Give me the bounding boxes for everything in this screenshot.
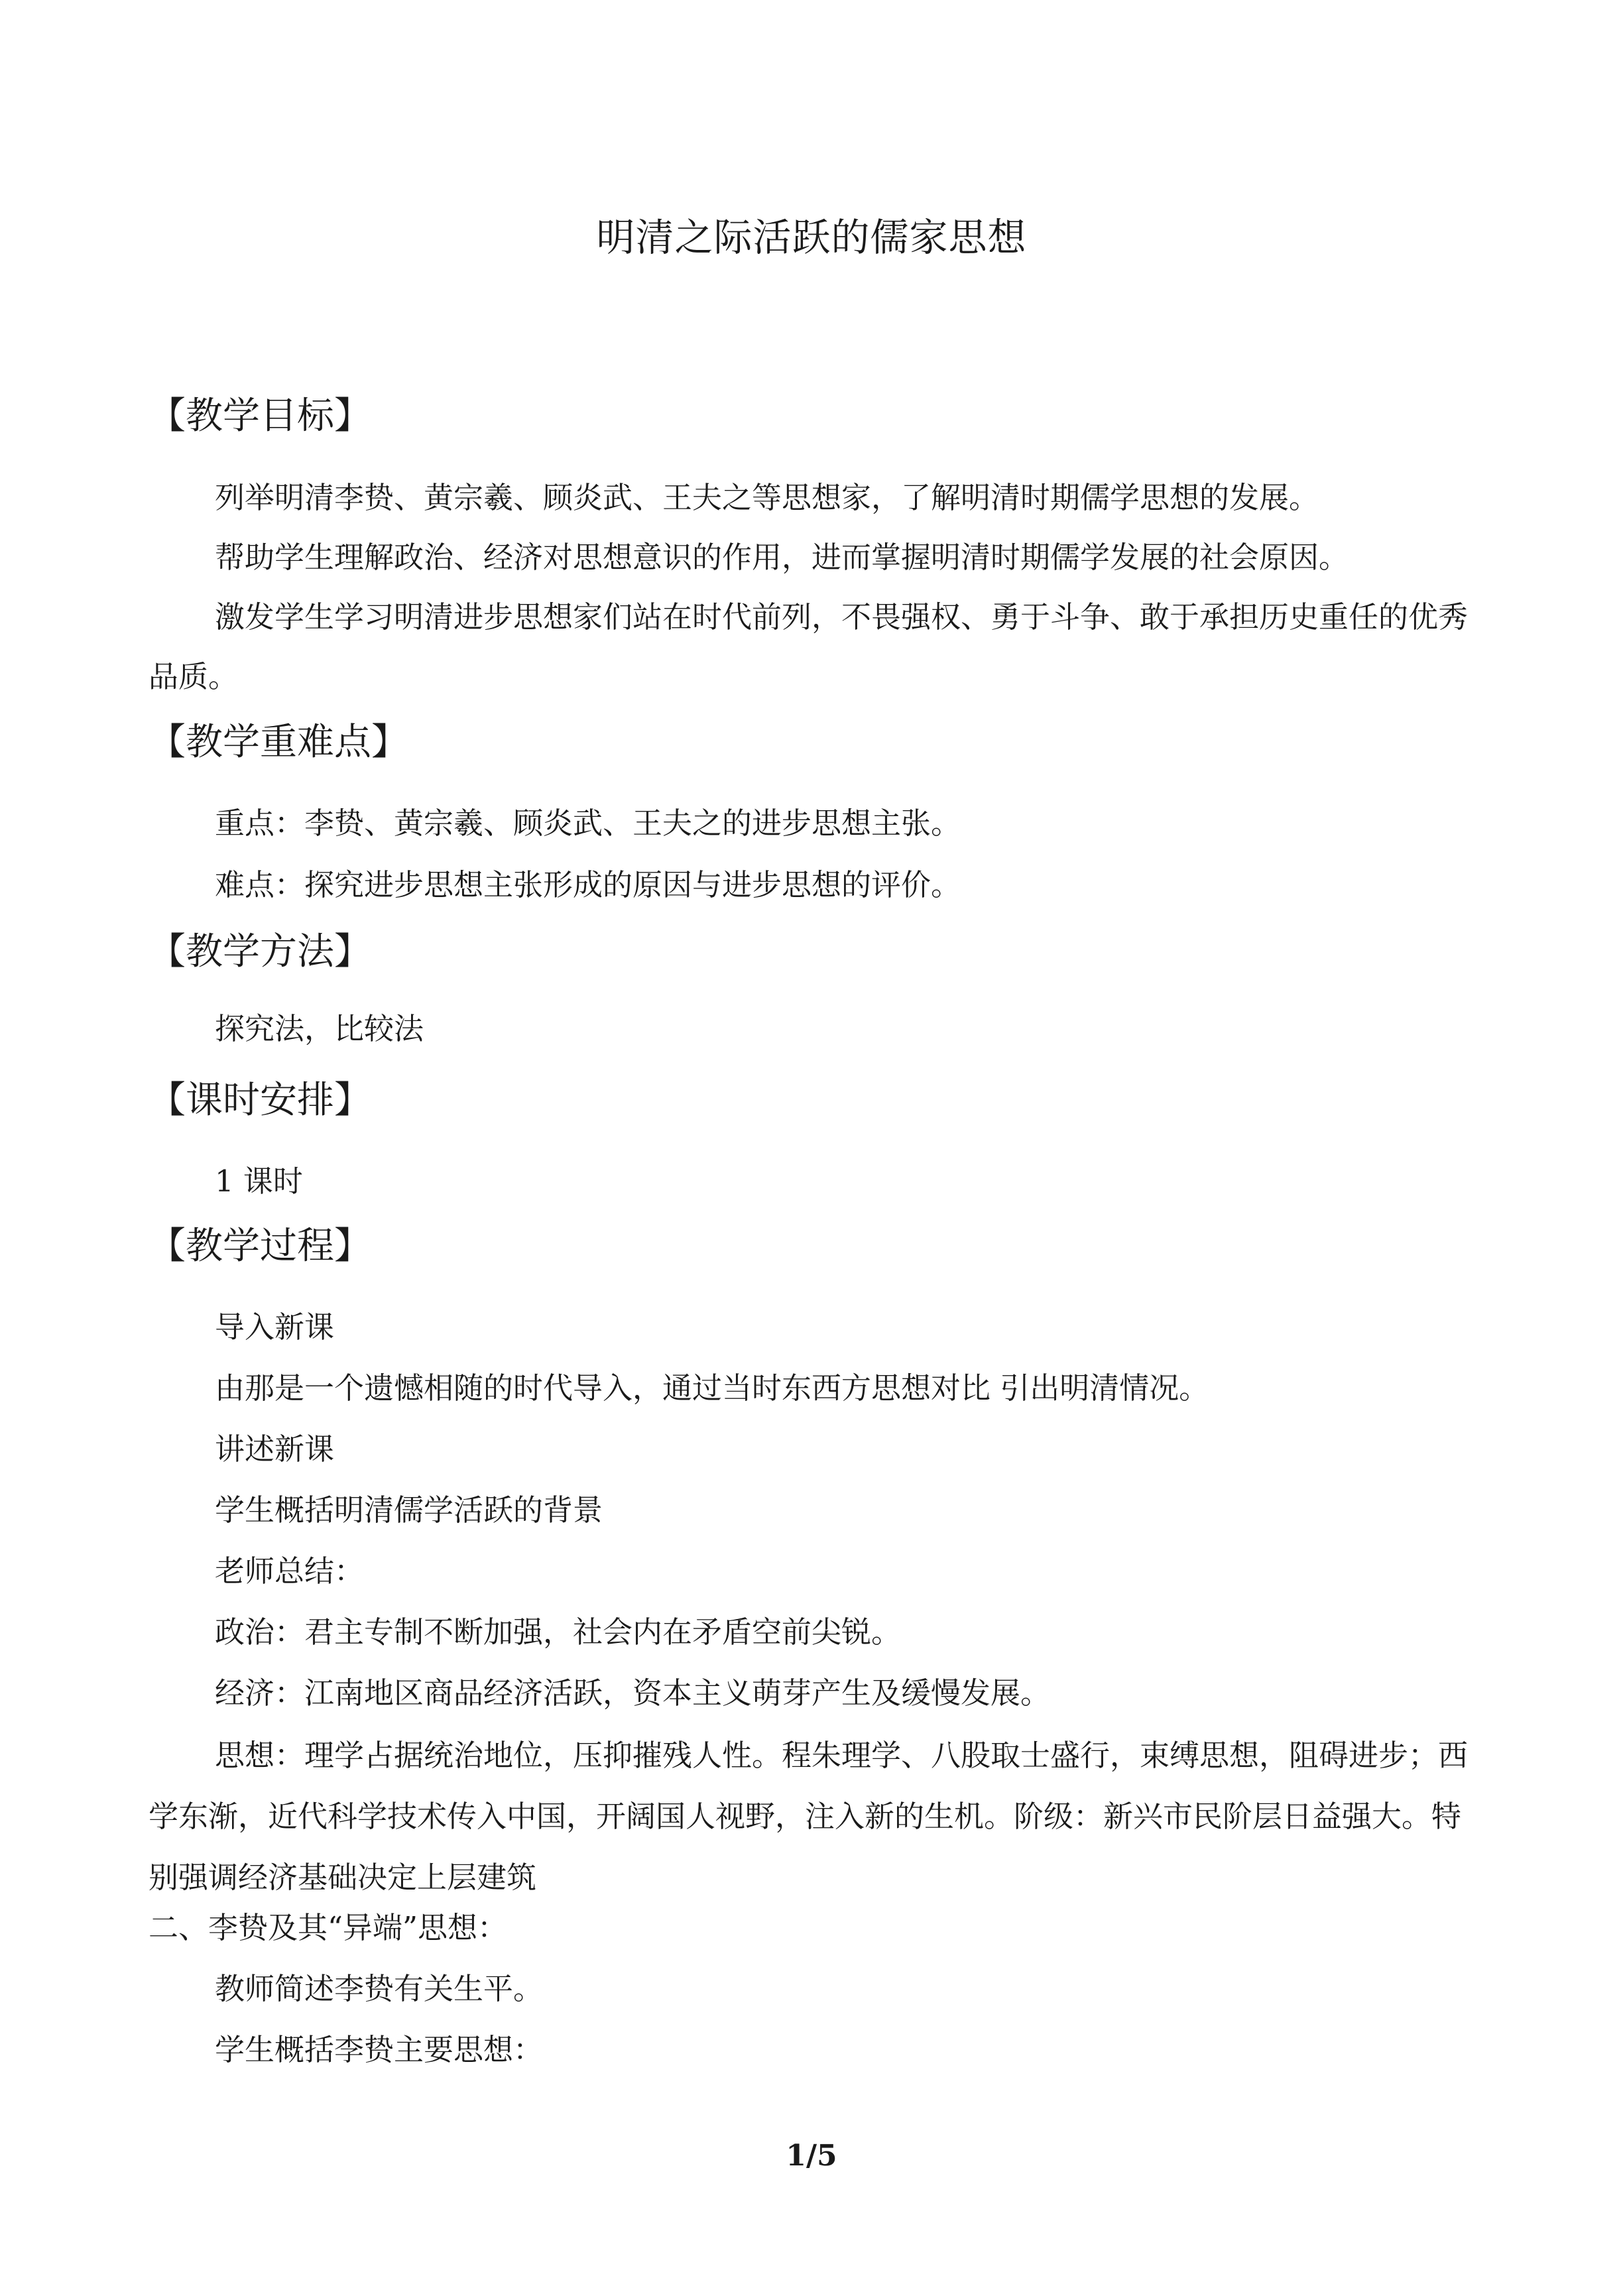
key-point-line: 重点：李贽、黄宗羲、顾炎武、王夫之的进步思想主张。 [215,806,961,841]
objective-paragraph-3: 激发学生学习明清进步思想家们站在时代前列，不畏强权、勇于斗争、敢于承担历史重任的优秀品质。 [149,599,1469,694]
process-paragraph-thought: 思想：理学占据统治地位，压抑摧残人性。程朱理学、八股取士盛行，束缚思想，阻碍进步；西学东渐，近代科学技术传入中国，开阔国人视野，注入新的生机。阶级：新兴市民阶层日益强大。特别强调经济基础决定上层建筑 [149,1738,1469,1895]
process-section-two-heading: 二、李贽及其“异端”思想： [149,1910,508,1945]
process-line-new-lesson: 讲述新课 [215,1431,335,1467]
process-line-intro-title: 导入新课 [215,1309,335,1345]
objective-paragraph-1: 列举明清李贽、黄宗羲、顾炎武、王夫之等思想家，了解明清时期儒学思想的发展。 [215,480,1319,515]
heading-process: 【教学过程】 [149,1225,371,1268]
methods-line: 探究法，比较法 [215,1011,424,1046]
process-line-economy: 经济：江南地区商品经济活跃，资本主义萌芽产生及缓慢发展。 [215,1675,1051,1711]
process-line-politics: 政治：君主专制不断加强，社会内在矛盾空前尖锐。 [215,1614,902,1650]
process-line-student-thought: 学生概括李贽主要思想： [215,2032,544,2067]
objective-paragraph-2: 帮助学生理解政治、经济对思想意识的作用，进而掌握明清时期儒学发展的社会原因。 [215,540,1349,575]
process-line-teacher-summary: 老师总结： [215,1553,365,1589]
heading-methods: 【教学方法】 [149,930,371,973]
document-title: 明清之际活跃的儒家思想 [596,215,1027,260]
heading-schedule: 【课时安排】 [149,1079,371,1122]
page-number: 1/5 [786,2139,837,2173]
difficult-point-line: 难点：探究进步思想主张形成的原因与进步思想的评价。 [215,867,961,902]
schedule-line: 1 课时 [215,1164,303,1199]
heading-objectives: 【教学目标】 [149,394,371,438]
process-line-student-summary: 学生概括明清儒学活跃的背景 [215,1492,603,1528]
process-line-intro-desc: 由那是一个遗憾相随的时代导入，通过当时东西方思想对比 引出明清情况。 [215,1370,1209,1406]
heading-key-points: 【教学重难点】 [149,721,408,764]
process-line-teacher-intro: 教师简述李贽有关生平。 [215,1971,544,2006]
